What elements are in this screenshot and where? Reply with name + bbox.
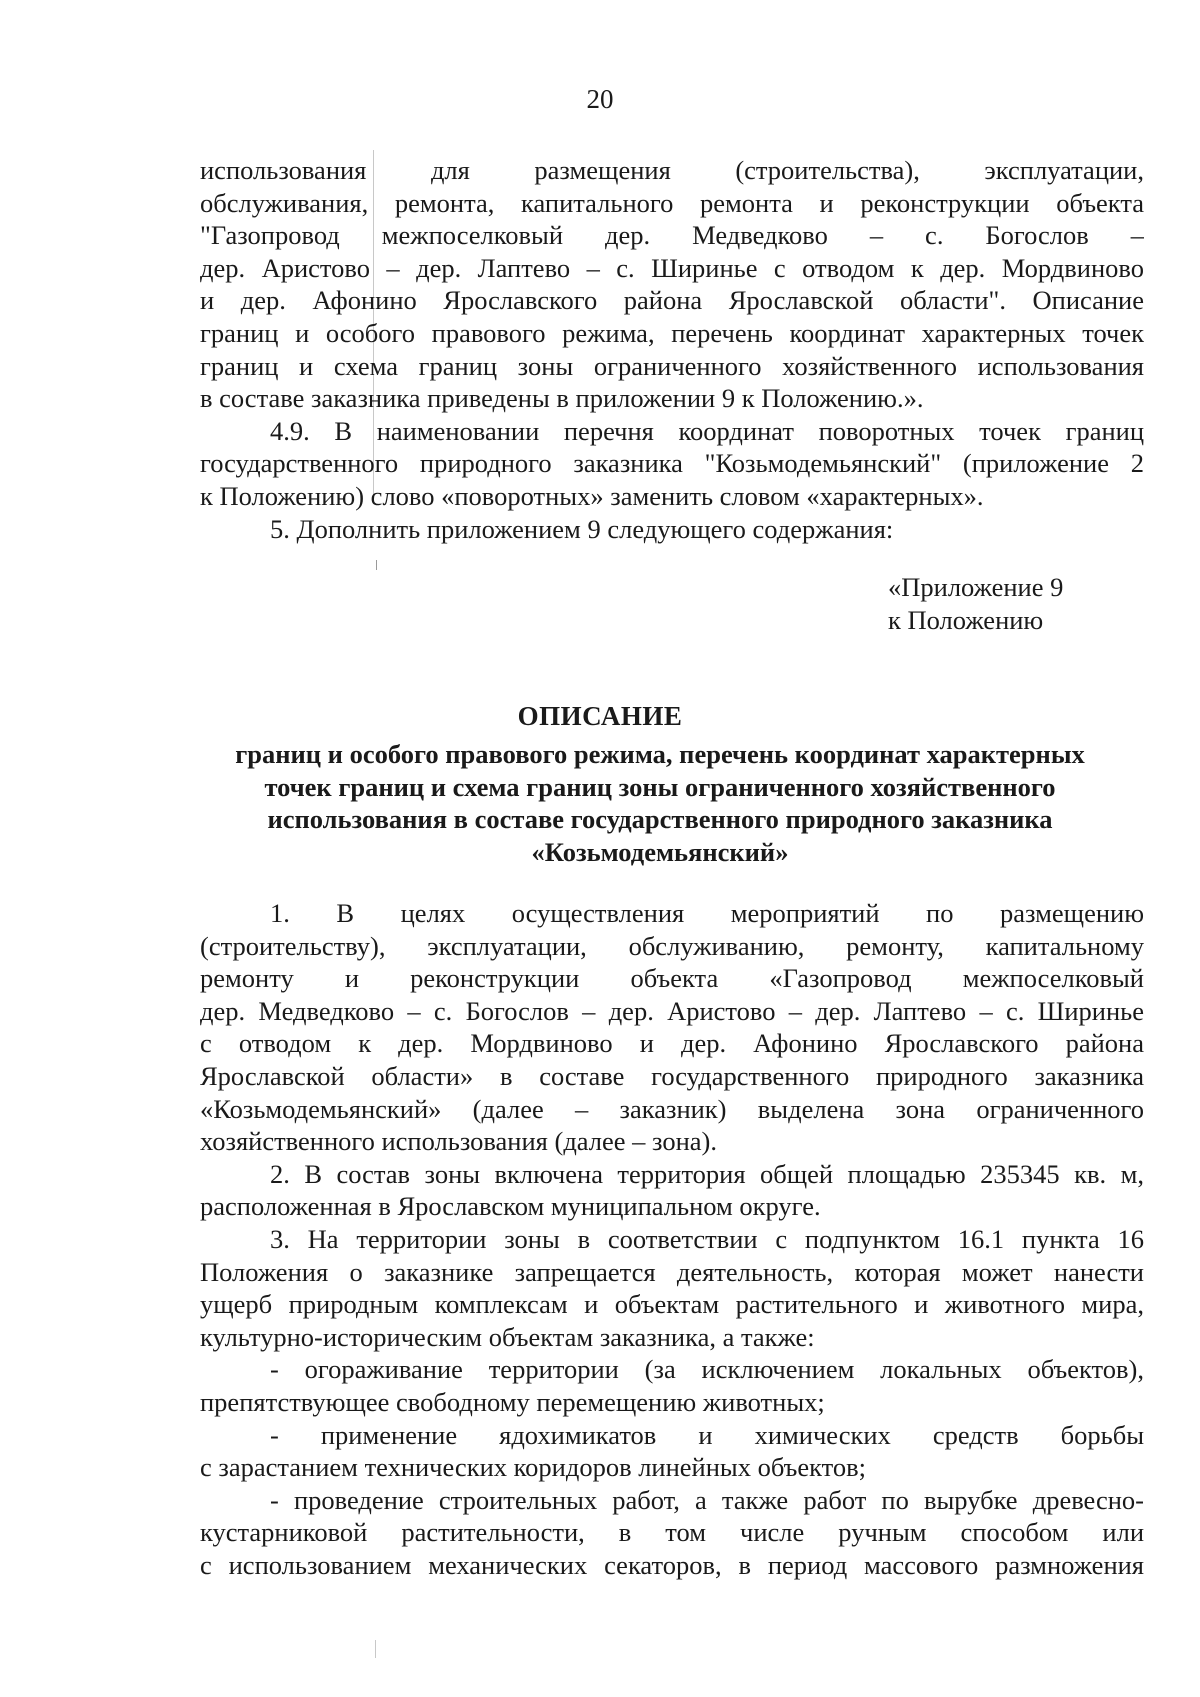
subtitle-line: точек границ и схема границ зоны ограниченного хозяйственного [264,771,1056,802]
scan-artifact [376,560,377,570]
subtitle-line: «Козьмодемьянский» [531,836,789,867]
appendix-reference [888,571,1063,636]
text-line: к Положению) слово «поворотных» заменить словом «характерных». [200,480,984,511]
text-line: дер. Аристово – дер. Лаптево – с. Ширинье с отводом к дер. Мордвиново [200,252,1144,283]
subtitle-line: границ и особого правового режима, перечень координат характерных [235,739,1085,769]
appendix-line: «Приложение 9 [888,572,1064,602]
text-line: с зарастанием технических коридоров линейных объектов; [200,1452,867,1483]
text-line: (строительству), эксплуатации, обслуживанию, ремонту, капитальному [200,930,1144,961]
text-line: препятствующее свободному перемещению животных; [200,1386,825,1417]
text-line: 5. Дополнить приложением 9 следующего содержания: [270,513,894,544]
text-line: Ярославской области» в составе государственного природного заказника [200,1060,1144,1091]
text-line: культурно-историческим объектам заказника, а также: [200,1321,815,1352]
text-line: Положения о заказнике запрещается деятельность, которая может нанести [200,1256,1144,1287]
text-line: - проведение строительных работ, а также работ по вырубке древесно- [270,1484,1144,1515]
appendix-line: к Положению [888,604,1044,635]
text-line: использования для размещения (строительства), эксплуатации, [200,155,1144,185]
text-line: - применение ядохимикатов и химических средств борьбы [270,1419,1144,1450]
text-line: 3. На территории зоны в соответствии с подпунктом 16.1 пункта 16 [270,1223,1144,1254]
text-line: дер. Медведково – с. Богослов – дер. Аристово – дер. Лаптево – с. Ширинье [200,995,1144,1026]
text-line: хозяйственного использования (далее – зона). [200,1126,717,1157]
text-line: границ и особого правового режима, перечень координат характерных точек [200,317,1144,348]
page-number: 20 [586,84,614,114]
text-line: и дер. Афонино Ярославского района Ярославской области". Описание [200,285,1144,316]
text-line: 4.9. В наименовании перечня координат поворотных точек границ [270,415,1144,446]
description-text [200,897,1144,1581]
text-line: ущерб природным комплексам и объектам растительного и животного мира, [200,1289,1144,1320]
text-line: «Козьмодемьянский» (далее – заказник) выделена зона ограниченного [200,1093,1144,1124]
text-line: с использованием механических секаторов, в период массового размножения [200,1549,1144,1580]
text-line: государственного природного заказника "Козьмодемьянский" (приложение 2 [200,448,1144,479]
text-line: кустарниковой растительности, в том числе ручным способом или [200,1517,1144,1548]
text-line: в составе заказника приведены в приложении 9 к Положению.». [200,383,924,414]
section-title: ОПИСАНИЕ [517,701,683,731]
text-line: 1. В целях осуществления мероприятий по размещению [270,898,1144,928]
text-line: обслуживания, ремонта, капитального ремонта и реконструкции объекта [200,187,1144,218]
section-subtitle [160,738,1160,868]
text-line: 2. В состав зоны включена территория общей площадью 235345 кв. м, [270,1158,1144,1189]
text-line: ремонту и реконструкции объекта «Газопровод межпоселковый [200,963,1144,994]
text-line: с отводом к дер. Мордвиново и дер. Афонино Ярославского района [200,1028,1144,1059]
text-line: расположенная в Ярославском муниципальном округе. [200,1191,821,1222]
scan-artifact [375,1640,376,1658]
text-line: - огораживание территории (за исключением локальных объектов), [270,1354,1144,1385]
amendment-text [200,154,1144,545]
subtitle-line: использования в составе государственного природного заказника [267,804,1053,835]
text-line: "Газопровод межпоселковый дер. Медведково – с. Богослов – [200,220,1144,251]
text-line: границ и схема границ зоны ограниченного хозяйственного использования [200,350,1144,381]
